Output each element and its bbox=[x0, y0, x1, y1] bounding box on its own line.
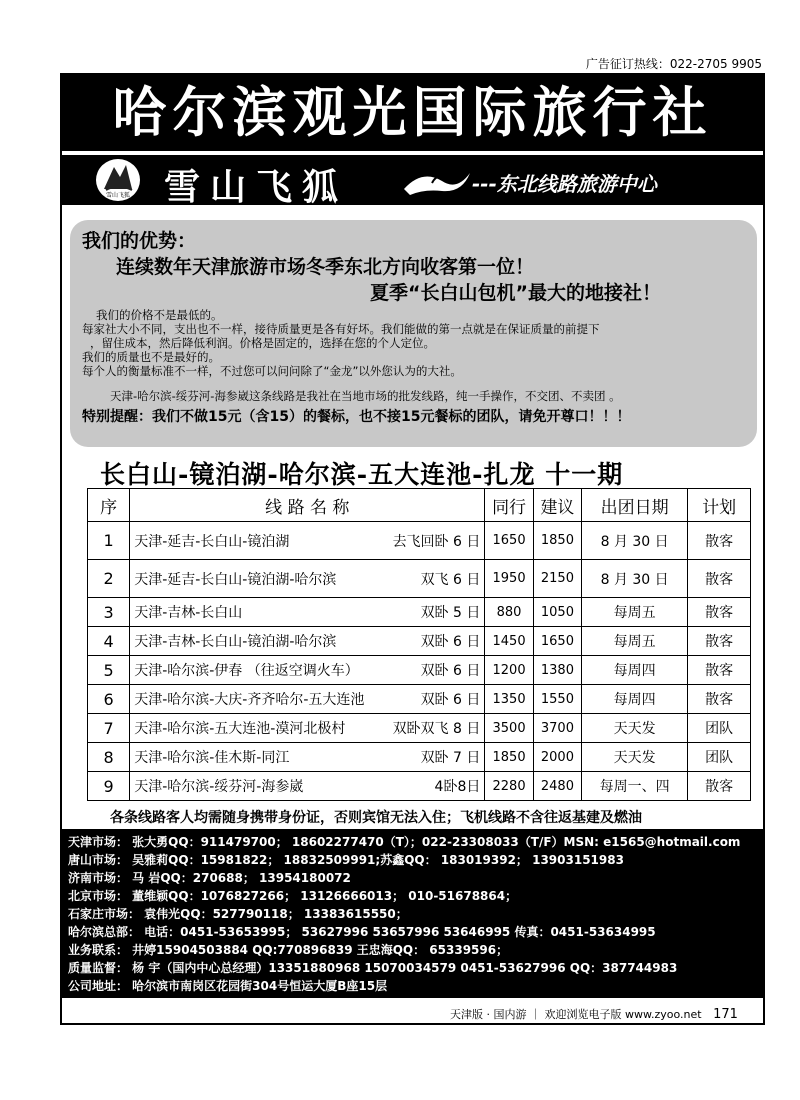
table-row bbox=[88, 598, 751, 627]
cell-peer-price: 1350 bbox=[485, 685, 533, 714]
cell-route bbox=[130, 560, 485, 598]
table-header-row bbox=[88, 489, 751, 522]
advantages-line: ，留住成本，然后降低利润。价格是固定的，选择在您的个人定位。 bbox=[90, 336, 435, 350]
cell-peer-price: 1950 bbox=[485, 560, 533, 598]
route-name: 天津-哈尔滨-五大连池-漠河北极村 bbox=[134, 721, 346, 737]
advantages-headline-1: 连续数年天津旅游市场冬季东北方向收客第一位！ bbox=[116, 256, 535, 278]
page-footer bbox=[450, 1006, 738, 1022]
cell-plan: 散客 bbox=[688, 685, 751, 714]
brand-subtitle: ---东北线路旅游中心 bbox=[472, 172, 657, 196]
footer-text: 天津版 · 国内游 ｜ 欢迎浏览电子版 www.zyoo.net bbox=[450, 1008, 702, 1021]
cell-date: 每周五 bbox=[582, 598, 688, 627]
cell-seq: 7 bbox=[88, 714, 130, 743]
cell-seq: 6 bbox=[88, 685, 130, 714]
emblem-text: 雪山飞狐 bbox=[105, 192, 131, 199]
table-row bbox=[88, 772, 751, 801]
cell-route bbox=[130, 685, 485, 714]
cell-plan: 散客 bbox=[688, 627, 751, 656]
advantages-headline-2: 夏季“长白山包机”最大的地接社！ bbox=[370, 282, 661, 304]
table-row bbox=[88, 743, 751, 772]
wholesale-route-line: 天津-哈尔滨-绥芬河-海参崴这条线路是我社在当地市场的批发线路，纯一手操作，不交团、不卖团 。 bbox=[110, 389, 621, 403]
cell-date: 每周五 bbox=[582, 627, 688, 656]
table-row bbox=[88, 656, 751, 685]
table-row bbox=[88, 685, 751, 714]
cell-suggest-price: 2480 bbox=[533, 772, 581, 801]
route-name: 天津-延吉-长白山-镜泊湖-哈尔滨 bbox=[134, 571, 337, 588]
cell-date: 8 月 30 日 bbox=[582, 560, 688, 598]
contact-line: 唐山市场： 吴雅莉QQ：15981822； 18832509991;苏鑫QQ： 183019392； 13903151983 bbox=[68, 853, 624, 867]
ad-hotline: 广告征订热线：022-2705 9905 bbox=[585, 57, 762, 71]
route-name: 天津-吉林-长白山-镜泊湖-哈尔滨 bbox=[134, 634, 337, 650]
cell-seq: 2 bbox=[88, 560, 130, 598]
page-number: 171 bbox=[713, 1007, 738, 1022]
cell-plan: 散客 bbox=[688, 598, 751, 627]
special-warning: 特别提醒：我们不做15元（含15）的餐标，也不接15元餐标的团队，请免开尊口！！！ bbox=[82, 409, 631, 425]
cell-date: 每周四 bbox=[582, 685, 688, 714]
routes-title: 长白山-镜泊湖-哈尔滨-五大连池-扎龙 十一期 bbox=[100, 460, 624, 489]
cell-peer-price: 1850 bbox=[485, 743, 533, 772]
cell-seq: 3 bbox=[88, 598, 130, 627]
advantages-line: 每家社大小不同，支出也不一样，接待质量更是各有好坏。我们能做的第一点就是在保证质量的前提下 bbox=[82, 322, 600, 336]
route-type: 双卧 5 日 bbox=[420, 605, 481, 621]
cell-route bbox=[130, 714, 485, 743]
route-type: 4卧8日 bbox=[434, 779, 481, 795]
route-type: 双飞 6 日 bbox=[420, 571, 481, 588]
brand-emblem-icon bbox=[96, 159, 140, 201]
header-date: 出团日期 bbox=[582, 489, 688, 522]
route-type: 双卧双飞 8 日 bbox=[392, 721, 481, 737]
advantages-title: 我们的优势： bbox=[82, 230, 197, 252]
contact-line: 业务联系： 井婷15904503884 QQ:770896839 王忠海QQ： 65339596； bbox=[68, 943, 509, 957]
cell-plan: 团队 bbox=[688, 743, 751, 772]
cell-plan: 散客 bbox=[688, 522, 751, 560]
cell-seq: 8 bbox=[88, 743, 130, 772]
cell-route bbox=[130, 627, 485, 656]
contact-line: 公司地址： 哈尔滨市南岗区花园街304号恒运大厦B座15层 bbox=[68, 979, 388, 993]
cell-suggest-price: 2000 bbox=[533, 743, 581, 772]
route-type: 双卧 6 日 bbox=[420, 692, 481, 708]
header-peer: 同行 bbox=[485, 489, 533, 522]
cell-route bbox=[130, 772, 485, 801]
advantages-panel bbox=[70, 220, 757, 447]
route-type: 双卧 6 日 bbox=[420, 634, 481, 650]
header-plan: 计划 bbox=[688, 489, 751, 522]
table-row bbox=[88, 627, 751, 656]
cell-route bbox=[130, 656, 485, 685]
cell-seq: 4 bbox=[88, 627, 130, 656]
advantages-line: 我们的价格不是最低的。 bbox=[96, 308, 223, 322]
contact-line: 哈尔滨总部： 电话：0451-53653995； 53627996 53657996 53646995 传真：0451-53634995 bbox=[68, 925, 656, 939]
cell-suggest-price: 1050 bbox=[533, 598, 581, 627]
route-name: 天津-哈尔滨-伊春 （往返空调火车） bbox=[134, 663, 359, 679]
cell-suggest-price: 1380 bbox=[533, 656, 581, 685]
cell-plan: 团队 bbox=[688, 714, 751, 743]
id-notice: 各条线路客人均需随身携带身份证，否则宾馆无法入住；飞机线路不含往返基建及燃油 bbox=[110, 810, 642, 826]
cell-route bbox=[130, 522, 485, 560]
cell-date: 每周一、四 bbox=[582, 772, 688, 801]
cell-date: 每周四 bbox=[582, 656, 688, 685]
cell-date: 8 月 30 日 bbox=[582, 522, 688, 560]
cell-route bbox=[130, 598, 485, 627]
cell-peer-price: 880 bbox=[485, 598, 533, 627]
table-row bbox=[88, 522, 751, 560]
contacts-panel bbox=[62, 829, 763, 998]
route-name: 天津-吉林-长白山 bbox=[134, 605, 243, 621]
route-name: 天津-延吉-长白山-镜泊湖 bbox=[134, 533, 290, 550]
route-name: 天津-哈尔滨-大庆-齐齐哈尔-五大连池 bbox=[134, 692, 365, 708]
route-type: 双卧 6 日 bbox=[420, 663, 481, 679]
route-type: 双卧 7 日 bbox=[420, 750, 481, 766]
cell-suggest-price: 1650 bbox=[533, 627, 581, 656]
cell-peer-price: 1200 bbox=[485, 656, 533, 685]
advantages-line: 每个人的衡量标准不一样，不过您可以问问除了“金龙”以外您认为的大社。 bbox=[82, 364, 462, 378]
route-name: 天津-哈尔滨-绥芬河-海参崴 bbox=[134, 779, 304, 795]
cell-date: 天天发 bbox=[582, 714, 688, 743]
cell-suggest-price: 3700 bbox=[533, 714, 581, 743]
logo-bar bbox=[62, 155, 763, 208]
cell-plan: 散客 bbox=[688, 560, 751, 598]
route-name: 天津-哈尔滨-佳木斯-同江 bbox=[134, 750, 290, 766]
cell-plan: 散客 bbox=[688, 772, 751, 801]
cell-route bbox=[130, 743, 485, 772]
contact-line: 石家庄市场： 袁伟光QQ：527790118； 13383615550； bbox=[68, 907, 408, 921]
cell-suggest-price: 1850 bbox=[533, 522, 581, 560]
cell-peer-price: 2280 bbox=[485, 772, 533, 801]
route-type: 去飞回卧 6 日 bbox=[392, 533, 481, 550]
cell-date: 天天发 bbox=[582, 743, 688, 772]
cell-suggest-price: 1550 bbox=[533, 685, 581, 714]
brand-name: 雪山飞狐 bbox=[164, 166, 349, 208]
cell-suggest-price: 2150 bbox=[533, 560, 581, 598]
header-route: 线 路 名 称 bbox=[130, 489, 485, 522]
cell-peer-price: 1650 bbox=[485, 522, 533, 560]
advantages-body bbox=[82, 308, 752, 378]
cell-seq: 1 bbox=[88, 522, 130, 560]
table-row bbox=[88, 714, 751, 743]
contact-line: 济南市场： 马 岩QQ：270688； 13954180072 bbox=[68, 871, 351, 885]
routes-table bbox=[87, 488, 751, 801]
agency-title: 哈尔滨观光国际旅行社 bbox=[62, 75, 763, 151]
cell-peer-price: 3500 bbox=[485, 714, 533, 743]
ad-frame bbox=[60, 73, 765, 1025]
contact-line: 质量监督： 杨 宇（国内中心总经理）13351880968 15070034579 0451-53627996 QQ：387744983 bbox=[68, 961, 678, 975]
table-row bbox=[88, 560, 751, 598]
fox-tail-icon bbox=[402, 163, 472, 197]
header-seq: 序 bbox=[88, 489, 130, 522]
cell-plan: 散客 bbox=[688, 656, 751, 685]
cell-peer-price: 1450 bbox=[485, 627, 533, 656]
header-suggest: 建议 bbox=[533, 489, 581, 522]
cell-seq: 5 bbox=[88, 656, 130, 685]
advantages-line: 我们的质量也不是最好的。 bbox=[82, 350, 220, 364]
contact-line: 北京市场： 董维颖QQ：1076827266； 13126666013； 010-51678864； bbox=[68, 889, 518, 903]
contact-line: 天津市场： 张大勇QQ：911479700； 18602277470（T）；022-23308033（T/F）MSN: e1565@hotmail.com bbox=[68, 835, 741, 849]
cell-seq: 9 bbox=[88, 772, 130, 801]
